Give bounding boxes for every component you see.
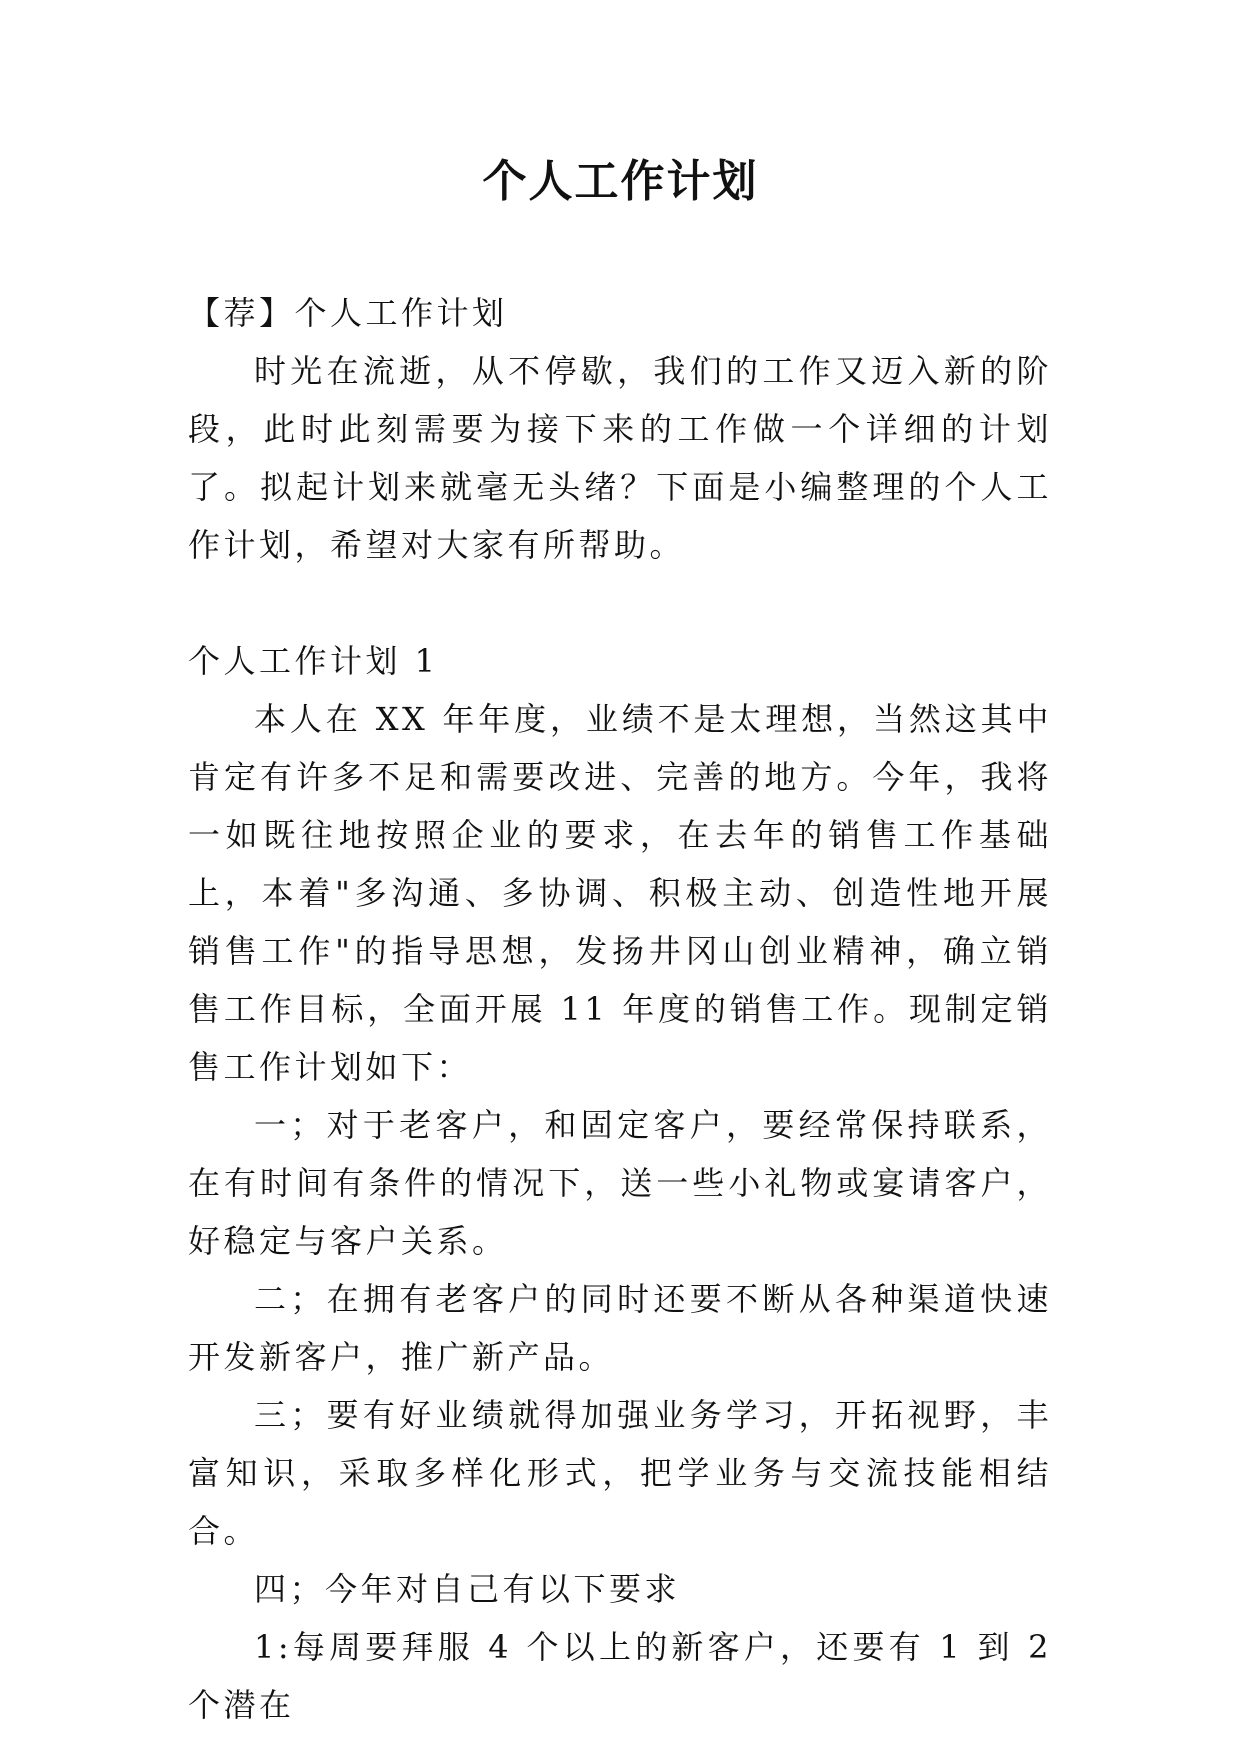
paragraph-gap bbox=[188, 574, 1052, 632]
document-title: 个人工作计划 bbox=[482, 156, 759, 207]
body-paragraph: 本人在 XX 年年度，业绩不是太理想，当然这其中肯定有许多不足和需要改进、完善的地方。今年，我将一如既往地按照企业的要求，在去年的销售工作基础上，本着"多沟通、多协调、积极主动、创造性地开展销售工作"的指导思想，发扬井冈山创业精神，确立销售工作目标，全面开展 11 年度的销售工作。现制定销售工作计划如下： bbox=[188, 700, 1052, 1086]
section-heading: 个人工作计划 1 bbox=[188, 642, 439, 680]
body-paragraph: 二；在拥有老客户的同时还要不断从各种渠道快速开发新客户，推广新产品。 bbox=[188, 1280, 1052, 1376]
body-paragraph: 1:每周要拜服 4 个以上的新客户，还要有 1 到 2 个潜在 bbox=[188, 1628, 1052, 1724]
document-body bbox=[188, 284, 1052, 1734]
body-paragraph: 三；要有好业绩就得加强业务学习，开拓视野，丰富知识，采取多样化形式，把学业务与交流技能相结合。 bbox=[188, 1396, 1052, 1550]
body-paragraph: 四；今年对自己有以下要求 bbox=[254, 1570, 681, 1608]
intro-paragraph: 时光在流逝，从不停歇，我们的工作又迈入新的阶段，此时此刻需要为接下来的工作做一个详细的计划了。拟起计划来就毫无头绪？下面是小编整理的个人工作计划，希望对大家有所帮助。 bbox=[188, 352, 1052, 564]
body-paragraph: 一；对于老客户，和固定客户，要经常保持联系，在有时间有条件的情况下，送一些小礼物或宴请客户，好稳定与客户关系。 bbox=[188, 1106, 1052, 1260]
recommend-line: 【荐】个人工作计划 bbox=[188, 294, 508, 332]
